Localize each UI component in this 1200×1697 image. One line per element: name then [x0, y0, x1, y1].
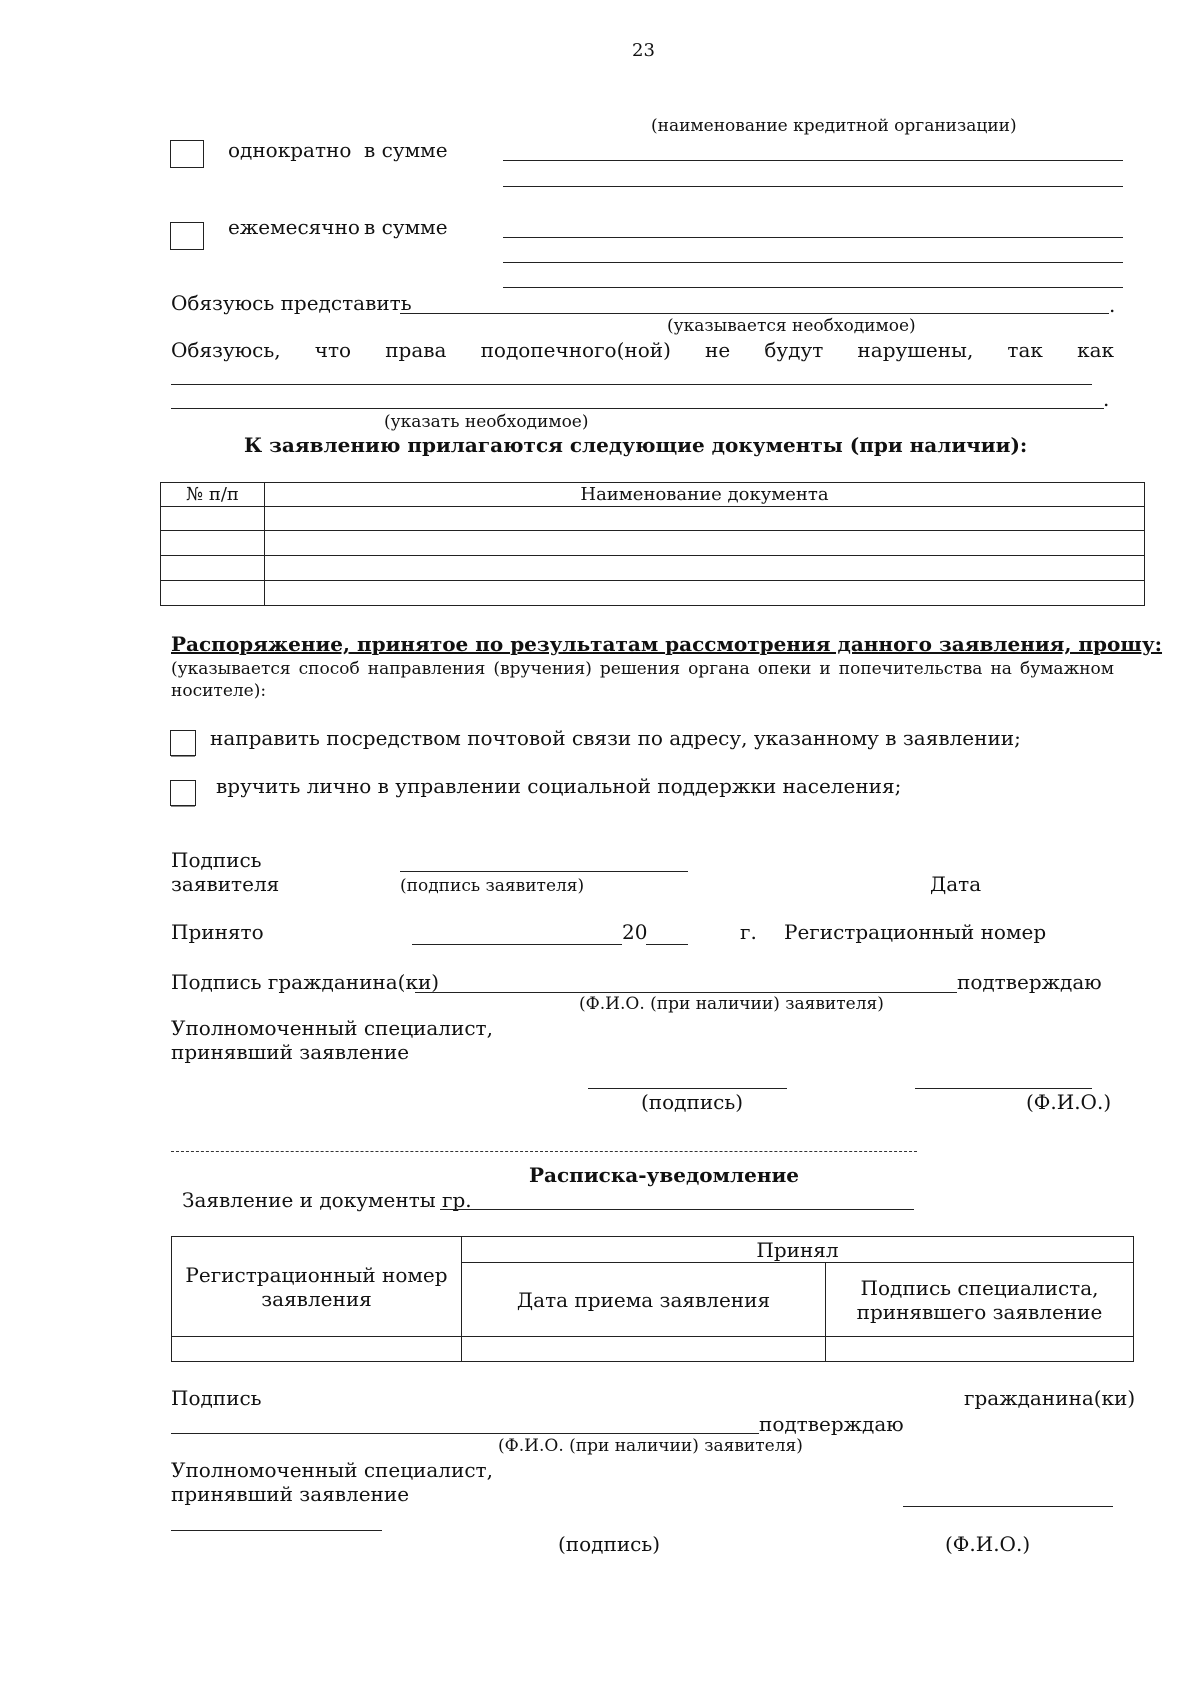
option-monthly-label: ежемесячно [228, 215, 360, 239]
col-name-header: Наименование документа [265, 483, 1145, 507]
table-row [172, 1337, 1134, 1362]
table-cell[interactable] [161, 581, 265, 606]
receipt-fio-caption: (Ф.И.О. (при наличии) заявителя) [498, 1436, 803, 1456]
specialist-label-2: принявший заявление [171, 1040, 410, 1064]
receipt-sign-caption: (подпись) [558, 1532, 661, 1556]
personal-delivery-checkbox[interactable] [170, 780, 196, 806]
option-post-label: направить посредством почтовой связи по адресу, указанному в заявлении; [210, 726, 1021, 750]
documents-heading: К заявлению прилагаются следующие документы (при наличии): [244, 433, 1028, 457]
option-once-label: однократно [228, 138, 352, 162]
documents-table [160, 482, 1145, 606]
credit-org-caption: (наименование кредитной организации) [651, 116, 1017, 136]
applicant-sign-label-2: заявителя [171, 872, 280, 896]
receipt-specialist-label-1: Уполномоченный специалист, [171, 1458, 493, 1482]
in-amount-label-2: в сумме [364, 215, 448, 239]
col-date-header: Дата приема заявления [462, 1263, 826, 1337]
table-row [161, 507, 1145, 531]
fio-caption: (Ф.И.О. (при наличии) заявителя) [579, 994, 884, 1014]
amount-once-line[interactable] [503, 160, 1123, 161]
post-delivery-checkbox[interactable] [170, 730, 196, 756]
col-specialist-sign-header: Подпись специалиста, принявшего заявление [826, 1263, 1134, 1337]
receipt-specialist-fio-line[interactable] [903, 1506, 1113, 1507]
rights-reason-line-1[interactable] [171, 384, 1092, 385]
receipt-confirm-label: подтверждаю [759, 1412, 904, 1436]
table-row [161, 581, 1145, 606]
docs-from-label: Заявление и документы гр. [182, 1188, 472, 1212]
specialist-sign-line[interactable] [588, 1088, 787, 1089]
col-reg-number-header: Регистрационный номер заявления [172, 1237, 462, 1337]
in-amount-label-1: в сумме [364, 138, 448, 162]
col-number-header: № п/п [161, 483, 265, 507]
table-row [161, 531, 1145, 556]
applicant-sign-line[interactable] [400, 871, 688, 872]
receipt-title: Расписка-уведомление [529, 1163, 800, 1187]
receipt-specialist-sign-line[interactable] [171, 1530, 382, 1531]
table-cell[interactable] [826, 1337, 1134, 1362]
sign-caption: (подпись) [641, 1090, 744, 1114]
documents-table-header-row [161, 483, 1145, 507]
applicant-sign-label-1: Подпись [171, 848, 262, 872]
amount-monthly-line[interactable] [503, 237, 1123, 238]
receipt-fio-short-caption: (Ф.И.О.) [945, 1532, 1031, 1556]
year-prefix: 20 [622, 920, 648, 944]
confirm-label: подтверждаю [957, 970, 1102, 994]
date-label: Дата [930, 872, 982, 896]
applicant-sign-caption: (подпись заявителя) [400, 876, 585, 896]
period-mark-2: . [1103, 387, 1110, 411]
table-cell[interactable] [161, 531, 265, 556]
option-personal-label: вручить лично в управлении социальной поддержки населения; [216, 774, 902, 798]
year-line[interactable] [646, 944, 688, 945]
commit-rights-text: Обязуюсь, что права подопечного(ной) не будут нарушены, так как [171, 338, 1114, 362]
receipt-table [171, 1236, 1134, 1362]
specialist-fio-line[interactable] [915, 1088, 1092, 1089]
table-cell[interactable] [161, 556, 265, 581]
period-mark: . [1109, 293, 1116, 317]
specify-caption: (указать необходимое) [384, 412, 589, 432]
monthly-checkbox[interactable] [170, 222, 204, 250]
citizen-fio-line[interactable] [415, 992, 957, 993]
decision-heading: Распоряжение, принятое по результатам рассмотрения данного заявления, прошу: [171, 632, 1163, 656]
necessary-caption: (указывается необходимое) [667, 316, 916, 336]
docs-from-line[interactable] [440, 1209, 914, 1210]
amount-monthly-line-3[interactable] [503, 287, 1123, 288]
table-cell[interactable] [265, 556, 1145, 581]
col-accepted-header: Принял [462, 1237, 1134, 1263]
table-cell[interactable] [265, 531, 1145, 556]
accepted-label: Принято [171, 920, 264, 944]
table-row [161, 556, 1145, 581]
once-checkbox[interactable] [170, 140, 204, 168]
decision-note: (указывается способ направления (вручения) решения органа опеки и попечительства на бумажном носителе): [171, 659, 1114, 701]
receipt-specialist-label-2: принявший заявление [171, 1482, 410, 1506]
accepted-date-line[interactable] [412, 944, 622, 945]
fio-short-caption: (Ф.И.О.) [1026, 1090, 1112, 1114]
page-number: 23 [632, 40, 655, 61]
table-cell[interactable] [462, 1337, 826, 1362]
reg-number-label: Регистрационный номер [784, 920, 1047, 944]
table-cell[interactable] [265, 581, 1145, 606]
receipt-citizen-label: гражданина(ки) [964, 1386, 1136, 1410]
rights-reason-line-2[interactable] [171, 408, 1104, 409]
table-cell[interactable] [265, 507, 1145, 531]
receipt-citizen-fio-line[interactable] [171, 1433, 759, 1434]
specialist-label-1: Уполномоченный специалист, [171, 1016, 493, 1040]
citizen-sign-label: Подпись гражданина(ки) [171, 970, 440, 994]
receipt-table-header-row [172, 1237, 1134, 1263]
cut-line-divider [171, 1151, 917, 1152]
commit-provide-label: Обязуюсь представить [171, 291, 412, 315]
table-cell[interactable] [161, 507, 265, 531]
year-suffix: г. [740, 920, 757, 944]
amount-monthly-line-2[interactable] [503, 262, 1123, 263]
amount-once-line-2[interactable] [503, 186, 1123, 187]
table-cell[interactable] [172, 1337, 462, 1362]
receipt-sign-label: Подпись [171, 1386, 262, 1410]
commit-provide-line[interactable] [400, 313, 1109, 314]
